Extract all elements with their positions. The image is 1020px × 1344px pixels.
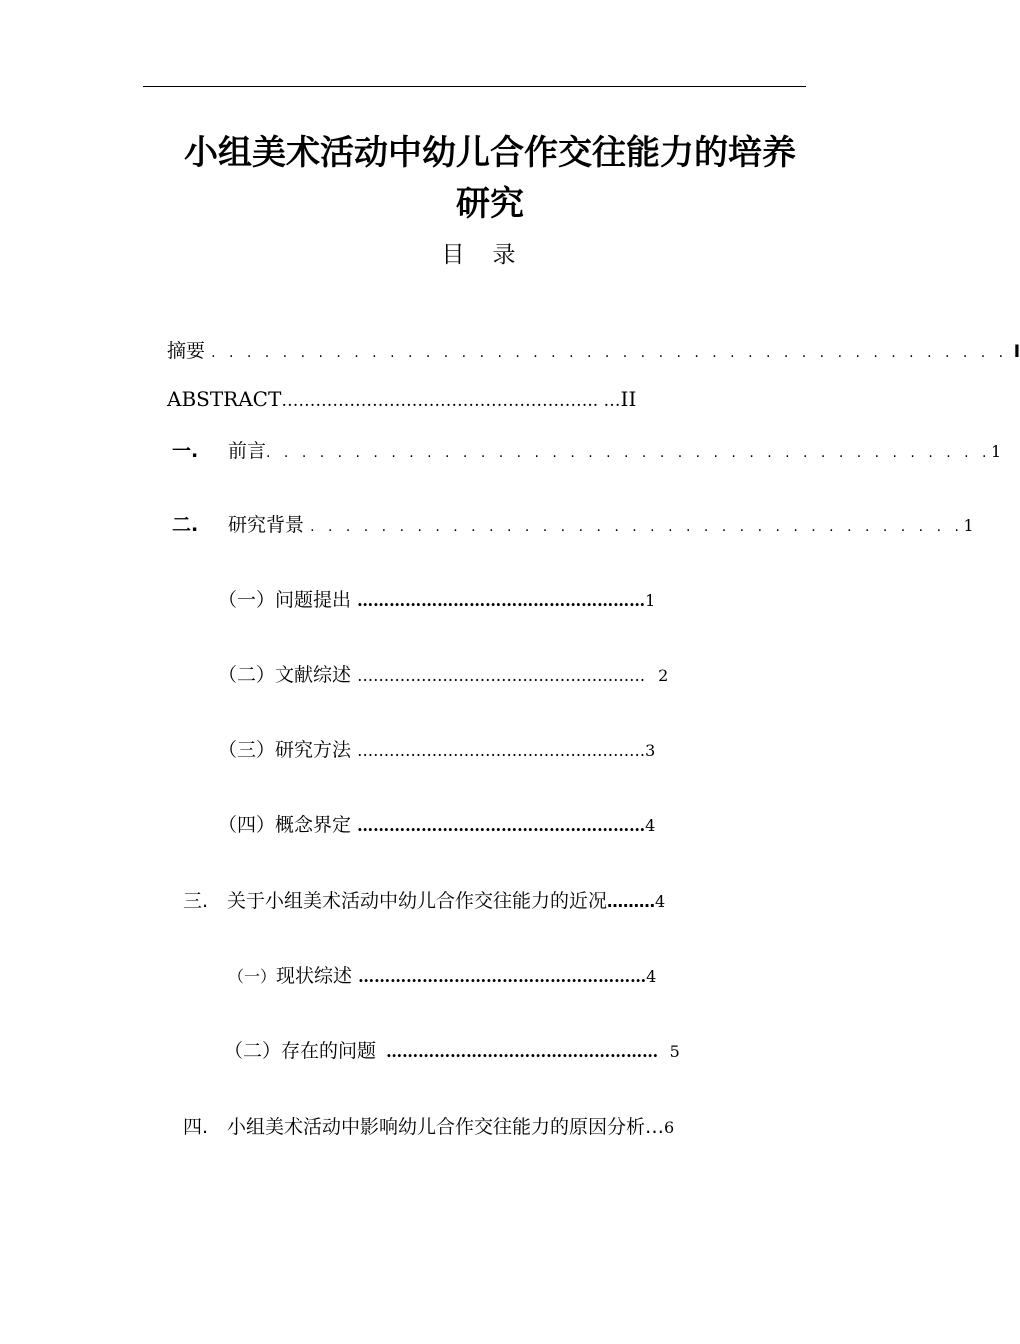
toc-label: 研究方法 — [275, 739, 352, 761]
toc-number: （二） — [224, 1040, 282, 1062]
toc-entry-abstract-cn[interactable] — [167, 337, 1020, 367]
toc-leader: . . . . . . . . . . . . . . . . . . . . . . . . . . . . . . . . . . . . . — [310, 519, 964, 535]
header-rule — [143, 86, 806, 87]
toc-entry-method[interactable] — [218, 736, 655, 765]
document-title-line2: 研究 — [456, 184, 524, 224]
toc-page: 2 — [658, 666, 669, 685]
toc-label: 研究背景 — [228, 514, 305, 536]
toc-leader: ……………………………………………….. … — [281, 391, 621, 411]
toc-entry-current[interactable] — [228, 962, 656, 991]
toc-number: 三. — [183, 890, 209, 912]
toc-entry-background[interactable] — [172, 511, 974, 541]
toc-label: 问题提出 — [275, 589, 352, 611]
toc-leader: ……………………………………………… — [357, 816, 646, 835]
toc-number: （四） — [218, 814, 276, 836]
toc-label: 小组美术活动中影响幼儿合作交往能力的原因分析 — [227, 1116, 646, 1138]
toc-page: 1 — [963, 516, 974, 535]
toc-leader: ……… — [607, 892, 656, 911]
toc-leader: ……………………………………………… — [357, 591, 646, 610]
toc-leader: ……………………………………………… — [358, 967, 647, 986]
toc-leader: ……………………………………………… — [357, 741, 646, 760]
toc-number: （一） — [218, 589, 276, 611]
toc-page: 1 — [990, 442, 1002, 461]
toc-entry-problem[interactable] — [218, 586, 655, 615]
toc-page: 5 — [669, 1042, 680, 1061]
toc-leader: …………………………………………… — [386, 1042, 664, 1061]
toc-number: （三） — [218, 739, 276, 761]
toc-entry-literature[interactable] — [218, 661, 668, 690]
toc-entry-issues[interactable] — [224, 1037, 680, 1066]
toc-page: 4 — [646, 967, 657, 986]
toc-label: 概念界定 — [275, 814, 352, 836]
toc-number: （一） — [228, 967, 277, 986]
toc-entry-causes[interactable] — [183, 1113, 674, 1142]
toc-heading: 目录 — [441, 242, 544, 268]
toc-page: II — [620, 387, 637, 411]
toc-page: 6 — [664, 1118, 675, 1137]
toc-page: 3 — [645, 741, 656, 760]
toc-number: 四. — [183, 1116, 209, 1138]
toc-page: 4 — [655, 892, 666, 911]
toc-leader: ……………………………………………… — [357, 666, 651, 685]
toc-label: 关于小组美术活动中幼儿合作交往能力的近况 — [227, 890, 608, 912]
toc-label: 摘要 — [167, 340, 206, 362]
toc-label: 前言 — [228, 440, 267, 462]
toc-entry-abstract-en[interactable] — [167, 385, 636, 415]
toc-leader: . . . . . . . . . . . . . . . . . . . . . . . . . . . . . . . . . . . . . . . . . . . . . — [211, 345, 1008, 361]
toc-leader: . . . . . . . . . . . . . . . . . . . . . . . . . . . . . . . . . . . . . . . . . — [266, 445, 991, 461]
toc-entry-status[interactable] — [183, 887, 665, 916]
toc-label: ABSTRACT — [167, 387, 282, 411]
toc-page: 4 — [645, 816, 656, 835]
document-title-line1: 小组美术活动中幼儿合作交往能力的培养 — [184, 133, 796, 173]
toc-entry-preface[interactable] — [172, 437, 1001, 467]
toc-number: 一. — [172, 440, 199, 462]
toc-label: 存在的问题 — [281, 1040, 377, 1062]
toc-page: 1 — [645, 591, 656, 610]
toc-number: （二） — [218, 664, 276, 686]
toc-leader: … — [645, 1116, 665, 1138]
toc-page: I — [1013, 342, 1020, 362]
toc-entry-concept[interactable] — [218, 811, 655, 840]
toc-label: 现状综述 — [276, 965, 353, 987]
toc-number: 二. — [172, 514, 199, 536]
toc-label: 文献综述 — [275, 664, 352, 686]
